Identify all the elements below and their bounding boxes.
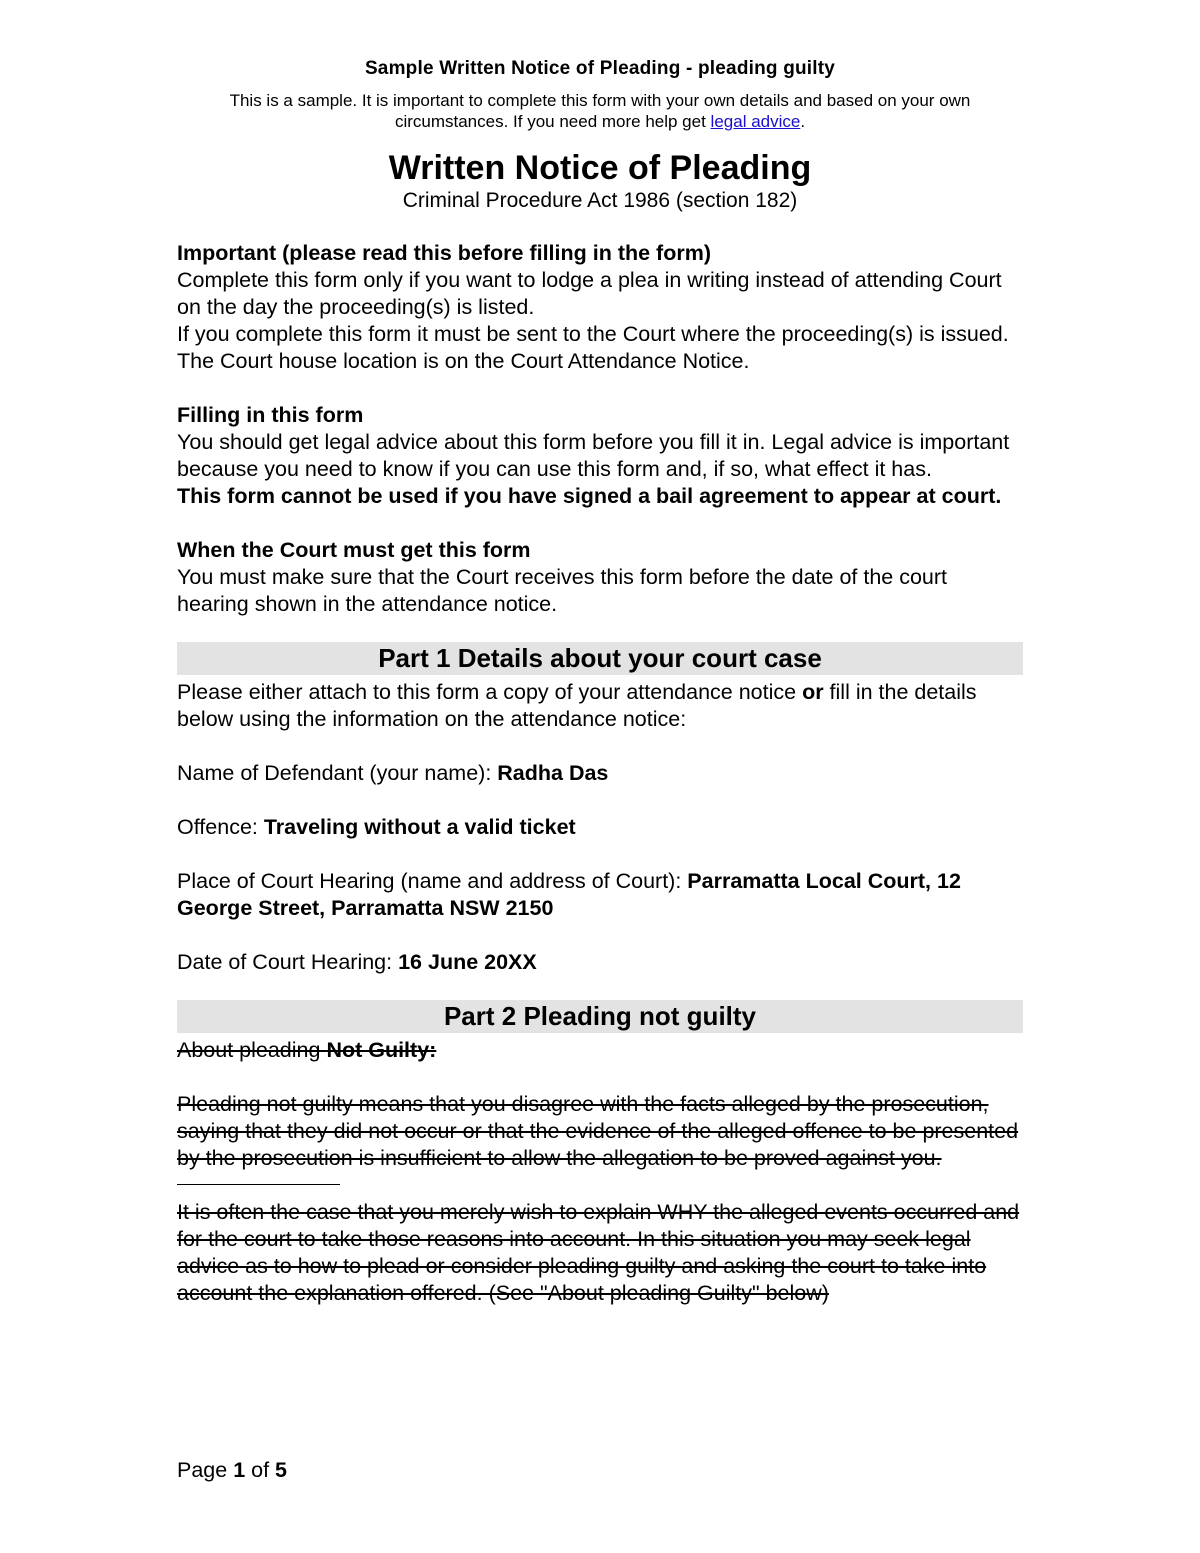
page-number <box>177 1457 287 1484</box>
form-subtitle: Criminal Procedure Act 1986 (section 182) <box>402 189 798 212</box>
sample-title: Sample Written Notice of Pleading - pleading guilty <box>364 58 836 79</box>
part1-intro-text: Please either attach to this form a copy of your attendance notice <box>177 680 803 704</box>
defendant-label: Name of Defendant (your name): <box>177 761 498 785</box>
offence-value: Traveling without a valid ticket <box>263 815 576 839</box>
part1-intro-or: or <box>802 680 824 704</box>
court-place-value: Parramatta Local Court, 12 George Street, Parramatta NSW 2150 <box>177 869 961 920</box>
sample-note-text: This is a sample. It is important to complete this form with your own details and based on your own circumstances. If you need more help get <box>229 91 971 131</box>
important-heading: Important (please read this before filling in the form) <box>177 241 711 265</box>
part1-intro-rest: fill in the details below using the information on the attendance notice: <box>177 680 977 731</box>
part2-title: Part 2 Pleading not guilty <box>177 1000 1023 1033</box>
explanation-note: It is often the case that you merely wish to explain WHY the alleged events occurred and for the court to take those reasons into account. In this situation you may seek legal advice as to how to plead or consider pleading guilty and asking the court to take into account the explanation offered. (See "About pleading Guilty" below) <box>177 1200 1020 1305</box>
about-not-guilty-bold: Not Guilty: <box>326 1038 437 1062</box>
hearing-date-field <box>177 949 1023 976</box>
important-paragraph-1: Complete this form only if you want to lodge a plea in writing instead of attending Court on the day the proceeding(s) is listed. <box>177 268 1002 319</box>
court-place-field <box>177 868 1023 922</box>
page-word: Page <box>177 1458 234 1482</box>
legal-advice-link[interactable]: legal advice <box>710 112 801 131</box>
when-section <box>177 537 1023 618</box>
page-total: 5 <box>275 1458 288 1482</box>
about-not-guilty <box>177 1037 1023 1064</box>
part1-intro <box>177 679 1023 733</box>
defendant-value: Radha Das <box>497 761 609 785</box>
form-title: Written Notice of Pleading <box>388 149 812 187</box>
hearing-date-label: Date of Court Hearing: <box>177 950 399 974</box>
when-heading: When the Court must get this form <box>177 538 531 562</box>
page-of-word: of <box>245 1458 276 1482</box>
bail-warning: This form cannot be used if you have signed a bail agreement to appear at court. <box>177 484 1002 508</box>
when-paragraph: You must make sure that the Court receives this form before the date of the court hearing shown in the attendance notice. <box>177 565 948 616</box>
filling-heading: Filling in this form <box>177 403 364 427</box>
offence-label: Offence: <box>177 815 264 839</box>
sample-note-end: . <box>800 112 806 131</box>
offence-field <box>177 814 1023 841</box>
about-not-guilty-text: About pleading <box>177 1038 327 1062</box>
not-guilty-explanation: Pleading not guilty means that you disagree with the facts alleged by the prosecution, saying that they did not occur or that the evidence of the alleged offence to be presented by the prosecution is insufficient to allow the allegation to be proved against you. <box>177 1092 1019 1170</box>
page-current: 1 <box>233 1458 246 1482</box>
sample-note <box>177 90 1023 132</box>
important-paragraph-2: If you complete this form it must be sent to the Court where the proceeding(s) is issued. The Court house location is on the Court Attendance Notice. <box>177 322 1009 373</box>
footnote-divider <box>177 1184 340 1185</box>
important-section <box>177 240 1023 375</box>
document-content <box>177 56 1023 1307</box>
defendant-field <box>177 760 1023 787</box>
hearing-date-value: 16 June 20XX <box>398 950 537 974</box>
filling-paragraph: You should get legal advice about this form before you fill it in. Legal advice is important because you need to know if you can use this form and, if so, what effect it has. <box>177 430 1010 481</box>
court-place-label: Place of Court Hearing (name and address of Court): <box>177 869 688 893</box>
filling-section <box>177 402 1023 510</box>
part1-title: Part 1 Details about your court case <box>177 642 1023 675</box>
